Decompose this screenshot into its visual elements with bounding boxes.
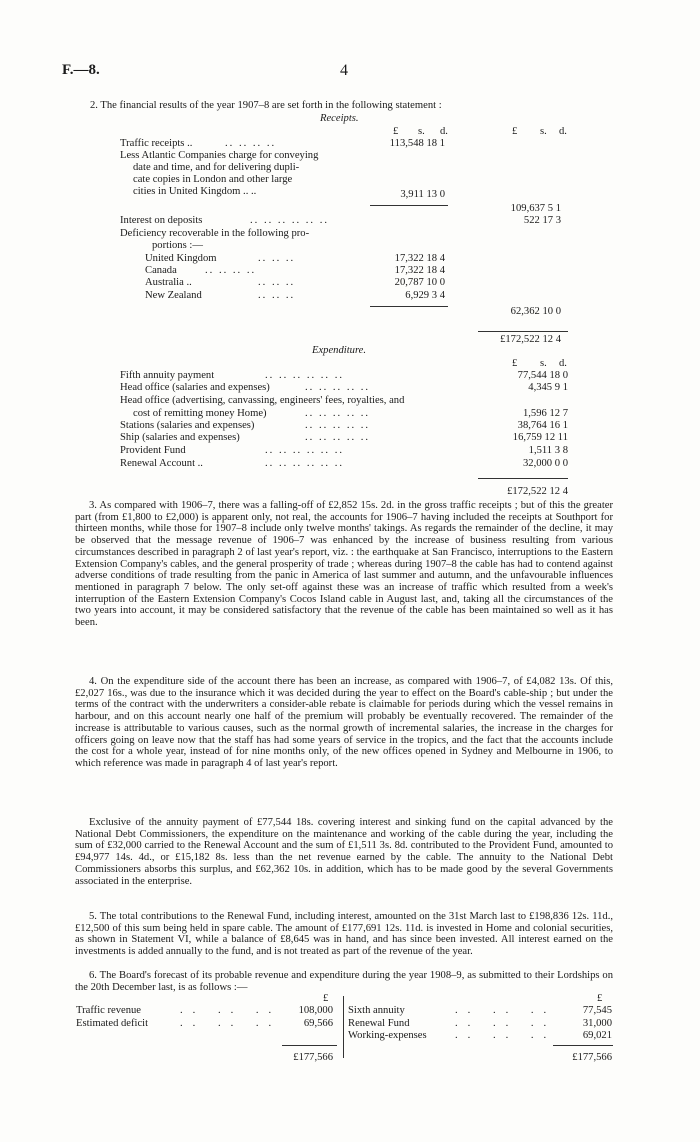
forecast-right-amount: 77,545	[582, 1005, 612, 1016]
proportion-dots: .. .. ..	[258, 277, 296, 288]
paragraph-4-continued: Exclusive of the annuity payment of £77,544 18s. covering interest and sinking fund on the capital advanced by the National Debt Commissioners, the expenditure on the maintenance and working of the cable during the year, including the sum of £32,000 carried to the Renewal Account and the sum of £1,511 3s. 8d. contributed to the Provident Fund, amounted to £94,977 14s. 4d., or £15,182 8s. less than the net revenue earned by the cable. The annuity to the National Debt Commissioners absorbs this surplus, and £62,362 10s. in addition, which has to be made good by the several Governments associated in the enterprise.	[75, 817, 613, 887]
expenditure-title: Expenditure.	[312, 345, 367, 356]
expenditure-item-dots: .. .. .. .. ..	[305, 420, 371, 431]
less-line-3: cate copies in London and other large	[133, 174, 293, 185]
expenditure-item-label: cost of remitting money Home)	[133, 408, 267, 419]
expenditure-item-label: Ship (salaries and expenses)	[120, 432, 240, 443]
expenditure-item-amount: 38,764 16 1	[517, 420, 568, 431]
expenditure-item-amount: 1,511 3 8	[528, 445, 568, 456]
forecast-right-label: Sixth annuity	[348, 1005, 405, 1016]
less-line-4: cities in United Kingdom .. ..	[133, 186, 257, 197]
expenditure-item-dots: .. .. .. .. ..	[305, 432, 371, 443]
expenditure-col-pound: £	[512, 358, 518, 369]
forecast-right-pound: £	[597, 993, 603, 1004]
paragraph-3: 3. As compared with 1906–7, there was a falling-off of £2,852 15s. 2d. in the gross traffic receipts ; but of this the greater part (from £1,800 to £2,000) is apparent only, not real, the accounts for 1906–7 having included the receipts at Southport for thirteen months, while those for 1907–8 include only twelve months' takings. As regards the remainder of the decline, it may be observed that the message revenue of 1906–7 was enhanced by the increase of business resulting from various circumstances described in paragraph 2 of last year's report, viz. : the earthquake at San Francisco, interruptions to the Eastern Extension Company's cables, and the general prosperity of trade ; whereas during 1907–8 the cable has had to contend against adverse conditions of trade resulting from the panic in America of last summer and autumn, and the unfavourable influences mentioned in paragraph 7 below. The only set-off against these was an increase of traffic which resulted from a week's interruption of the Eastern Extension Company's Cocos Island cable in August last, and, taking all the circumstances of the two years into account, it may be considered satisfactory that the revenue of the cable has been maintained so well as it has been.	[75, 500, 613, 629]
forecast-left-label: Traffic revenue	[76, 1005, 142, 1016]
expenditure-item-amount: 1,596 12 7	[522, 408, 568, 419]
forecast-right-dots: .. .. ..	[455, 1030, 557, 1041]
page-number: 4	[340, 62, 348, 79]
paragraph-4: 4. On the expenditure side of the account there has been an increase, as compared with 1906–7, of £4,082 13s. Of this, £2,027 16s., was due to the insurance which it was decided during the year to effect on the Board's cable-ship ; but under the terms of the contract with the underwriters a consider-able rebate is claimable for periods during which the vessel remains in harbour, and on this account nearly one half of the premium will probably be eventually recovered. The remainder of the increase is attributable to various causes, such as the normal growth of incremental salaries, the increase in the charges for officers going on leave now that the staff has had some years of service in the tropics, and the fact that the accounts include the cost for a whole year, instead of for nine months only, of the new offices opened in Sydney and Melbourne in 1906, to which reference was made in paragraph 4 of last year's report.	[75, 676, 613, 769]
receipts-col-s-left: s.	[418, 126, 425, 137]
expenditure-item-label: Renewal Account ..	[120, 458, 203, 469]
forecast-left-amount: 69,566	[303, 1018, 333, 1029]
expenditure-item-dots: .. .. .. .. ..	[305, 408, 371, 419]
receipts-col-d-right: d.	[559, 126, 567, 137]
expenditure-item-dots: .. .. .. .. ..	[305, 382, 371, 393]
paragraph-5: 5. The total contributions to the Renewal Fund, including interest, amounted on the 31st March last to £198,836 12s. 11d., £12,500 of this sum being held in spare cable. The amount of £177,691 12s. 11d. is invested in Home and colonial securities, as shown in Statement VI, while a balance of £8,645 was in hand, and has since been invested. All interest earned on the investments is added annually to the fund, and is not treated as part of the revenue of the year.	[75, 911, 613, 958]
expenditure-item-label: Head office (salaries and expenses)	[120, 382, 270, 393]
deficiency-total: 62,362 10 0	[510, 306, 561, 317]
deficiency-line-2: portions :—	[152, 240, 203, 251]
receipts-col-d-left: d.	[440, 126, 448, 137]
forecast-divider	[343, 996, 344, 1058]
expenditure-item-amount: 32,000 0 0	[522, 458, 568, 469]
forecast-right-label: Working-expenses	[348, 1030, 427, 1041]
proportion-name: United Kingdom	[145, 253, 217, 264]
forecast-right-amount: 69,021	[582, 1030, 612, 1041]
paragraph-6: 6. The Board's forecast of its probable revenue and expenditure during the year 1908–9, as submitted to their Lordships on the 20th December last, is as follows :—	[75, 970, 613, 993]
proportion-name: Australia ..	[145, 277, 192, 288]
net-traffic-amount: 109,637 5 1	[510, 203, 561, 214]
forecast-right-dots: .. .. ..	[455, 1018, 557, 1029]
expenditure-total: £172,522 12 4	[507, 486, 568, 497]
forecast-left-dots: .. .. ..	[180, 1018, 282, 1029]
proportion-dots: .. .. ..	[258, 290, 296, 301]
expenditure-item-dots: .. .. .. .. .. ..	[265, 445, 345, 456]
intro-line: 2. The financial results of the year 1907–8 are set forth in the following statement :	[90, 100, 442, 111]
forecast-left-rule	[282, 1045, 337, 1046]
proportion-name: New Zealand	[145, 290, 202, 301]
proportion-name: Canada	[145, 265, 177, 276]
expenditure-item-label: Stations (salaries and expenses)	[120, 420, 255, 431]
forecast-left-label: Estimated deficit	[76, 1018, 149, 1029]
receipts-col-pound-right: £	[512, 126, 518, 137]
expenditure-item-label: Head office (advertising, canvassing, engineers' fees, royalties, and	[120, 395, 405, 406]
less-amount: 3,911 13 0	[400, 189, 445, 200]
forecast-left-total: £177,566	[293, 1052, 333, 1063]
proportion-amount: 6,929 3 4	[405, 290, 445, 301]
forecast-right-dots: .. .. ..	[455, 1005, 557, 1016]
proportion-dots: .. .. .. ..	[205, 265, 257, 276]
expenditure-item-label: Fifth annuity payment	[120, 370, 215, 381]
expenditure-item-label: Provident Fund	[120, 445, 186, 456]
expenditure-item-amount: 16,759 12 11	[512, 432, 568, 443]
receipts-title: Receipts.	[320, 113, 359, 124]
receipts-col-s-right: s.	[540, 126, 547, 137]
forecast-right-amount: 31,000	[582, 1018, 612, 1029]
proportion-amount: 17,322 18 4	[394, 253, 445, 264]
interest-amount: 522 17 3	[523, 215, 561, 226]
forecast-left-pound: £	[323, 993, 329, 1004]
expenditure-total-rule	[478, 478, 568, 479]
deficiency-line-1: Deficiency recoverable in the following pro-	[120, 228, 310, 239]
proportions-rule	[370, 306, 448, 307]
interest-label: Interest on deposits	[120, 215, 203, 226]
expenditure-item-dots: .. .. .. .. .. ..	[265, 370, 345, 381]
proportion-amount: 20,787 10 0	[394, 277, 445, 288]
document-reference: F.—8.	[62, 62, 100, 78]
receipts-col-pound-left: £	[393, 126, 399, 137]
forecast-left-dots: .. .. ..	[180, 1005, 282, 1016]
forecast-left-amount: 108,000	[298, 1005, 333, 1016]
proportion-dots: .. .. ..	[258, 253, 296, 264]
expenditure-col-d: d.	[559, 358, 567, 369]
traffic-receipts-dots: .. .. .. ..	[225, 138, 277, 149]
less-line-2: date and time, and for delivering dupli-	[133, 162, 300, 173]
less-rule	[370, 205, 448, 206]
expenditure-item-dots: .. .. .. .. .. ..	[265, 458, 345, 469]
traffic-receipts-label: Traffic receipts ..	[120, 138, 193, 149]
receipts-grand-total: £172,522 12 4	[500, 334, 561, 345]
expenditure-item-amount: 77,544 18 0	[517, 370, 568, 381]
proportion-amount: 17,322 18 4	[394, 265, 445, 276]
forecast-right-label: Renewal Fund	[348, 1018, 410, 1029]
interest-dots: .. .. .. .. .. ..	[250, 215, 330, 226]
traffic-receipts-amount: 113,548 18 1	[389, 138, 445, 149]
forecast-right-total: £177,566	[572, 1052, 612, 1063]
less-line-1: Less Atlantic Companies charge for conveying	[120, 150, 319, 161]
forecast-right-rule	[553, 1045, 613, 1046]
receipts-total-rule	[478, 331, 568, 332]
expenditure-item-amount: 4,345 9 1	[528, 382, 568, 393]
expenditure-col-s: s.	[540, 358, 547, 369]
